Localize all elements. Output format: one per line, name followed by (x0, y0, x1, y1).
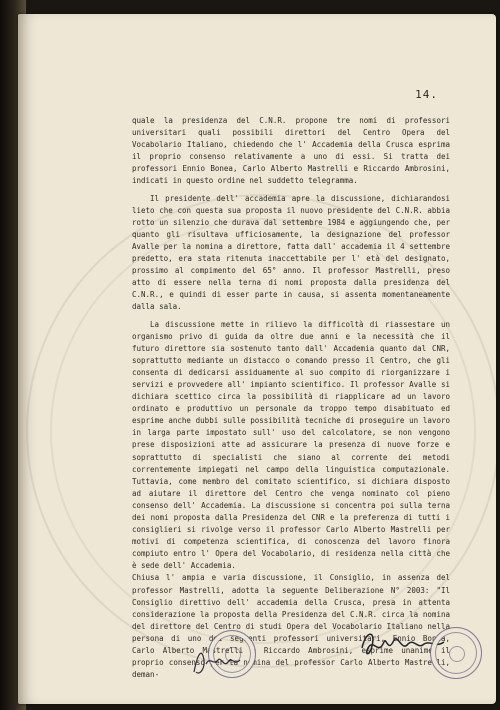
paragraph-3: La discussione mette in rilievo la difficoltà di riassestare un organismo privo di guida da oltre due anni e la necessità che il futuro direttore sia sostenuto tanto dall' Accademia quanto dal CNR, soprattutto mediante un distacco o comando presso il Centro, che gli consenta di dedicarsi assiduamente al suo compito di riorganizzare i servizi e provvedere all' impianto scientifico. Il professor Avalle si dichiara scettico circa la possibilità di riapplicare ad un lavoro ordinato e produttivo un personale da troppo tempo disabituato ed esprime anche dubbi sulle possibilità tecniche di proseguire un lavoro in larga parte impostato sull' uso del calcolatore, se non vengono prese disposizioni atte ad assicurare la presenza di nuove forze e soprattutto di specialisti che siano al corrente dei metodi correntemente impiegati nel campo della linguistica computazionale. Tuttavia, come membro del comitato scientifico, si dichiara disposto ad aiutare il direttore del Centro che venga nominato col pieno consenso dell' Accademia. La discussione si concentra poi sulla terna dei nomi proposta dalla Presidenza del CNR e la preferenza di tutti i consiglieri si rivolge verso il professor Carlo Alberto Mastrelli per motivi di competenza scientifica, di conoscenza del lavoro finora compiuto entro l' Opera del Vocabolario, di residenza nella città che è sede dell' Accademia. (132, 319, 450, 571)
paragraph-1: quale la presidenza del C.N.R. propone tre nomi di professori universitari quali possibili direttori del Centro Opera del Vocabolario Italiano, chiedendo che l' Accademia della Crusca esprima il proprio consenso relativamente a uno di essi. Si tratta dei professori Ennio Bonea, Carlo Alberto Mastrelli e Riccardo Ambrosini, indicati in questo ordine nel suddetto telegramma. (132, 116, 450, 186)
body-text (132, 115, 450, 681)
paragraph-2: Il presidente dell' accademia apre la discussione, dichiarandosi lieto che con questa sua proposta il nuovo presidente del C.N.R. abbia rotto un silenzio che durava dal settembre 1984 e aggiungendo che, per quanto gli risultava ufficiosamente, la designazione del professor Avalle per la nomina a direttore, fatta dall' accademia il 4 settembre predetto, era stata ritenuta inaccettabile per l' età del designato, prossimo al compimento del 65° anno. Il professor Mastrelli, preso atto di essere nella terna di nomi proposta dalla presidenza del C.N.R., e quindi di esser parte in causa, si assenta momentaneamente dalla sala. (132, 193, 450, 312)
page-number: 14. (415, 88, 438, 101)
document-page (18, 14, 496, 704)
signature-left (188, 642, 258, 682)
paragraph-4: Chiusa l' ampia e varia discussione, il Consiglio, in assenza del professor Mastrelli, adotta la seguente Deliberazione N° 2003: "Il Consiglio direttivo dell' accademia della Crusca, presa in attenta considerazione la proposta della Presidenza del C.N.R. circa la nomina del direttore del Centro di studi Opera del Vocabolario Italiano nella persona di uno dei seguenti professori universitari, Ennio Bonea, Carlo Alberto Mastrelli e Riccardo Ambrosini, esprime unanime il proprio consenso per la nomina del professor Carlo Alberto Mastrelli, deman- (132, 573, 450, 680)
official-stamp-right (430, 627, 482, 679)
